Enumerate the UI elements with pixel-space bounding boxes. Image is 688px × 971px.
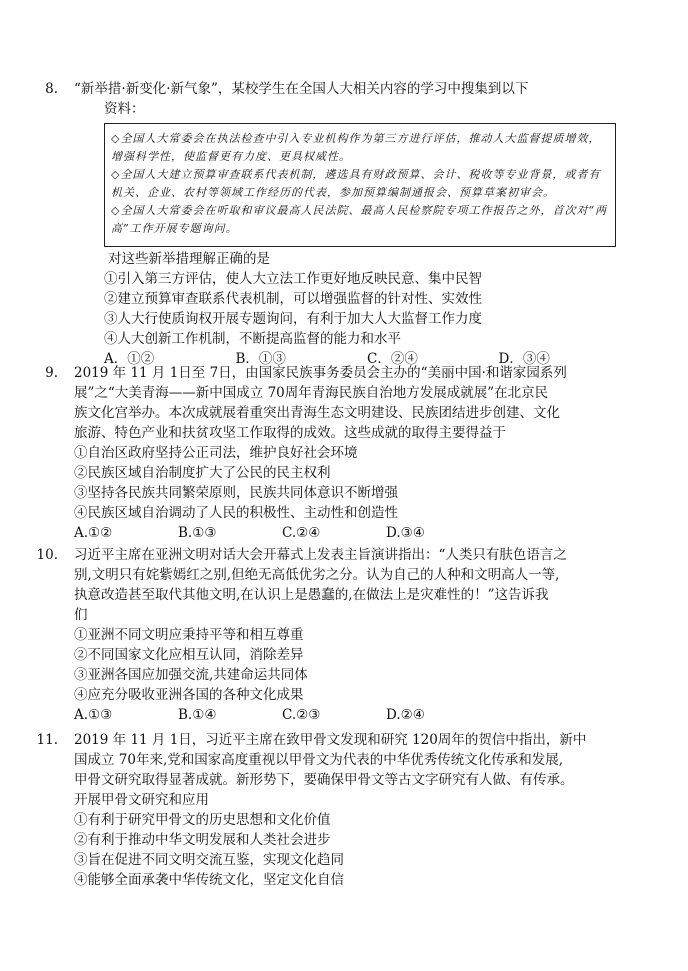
answer-choices <box>74 523 630 543</box>
question-number: 8. <box>45 81 58 97</box>
choice-a[interactable]: A.①② <box>74 525 113 541</box>
option-item: ①有利于研究甲骨文的历史思想和文化价值 <box>74 812 331 828</box>
material-line: 增强科学性，使监督更有力度、更具权威性。 <box>111 150 351 163</box>
answer-choices <box>74 705 630 725</box>
question-stem-line: 们 <box>74 607 88 623</box>
question-10 <box>36 545 630 725</box>
option-item: ④人大创新工作机制，不断提高监督的能力和水平 <box>104 331 401 347</box>
option-item: ③坚持各民族共同繁荣原则，民族共同体意识不断增强 <box>74 485 398 501</box>
question-stem-line: 资料： <box>104 101 145 117</box>
option-item: ②不同国家文化应相互认同，消除差异 <box>74 647 304 663</box>
question-9 <box>45 363 630 543</box>
question-11 <box>36 730 630 890</box>
question-stem-line: “新举措·新变化·新气象”，某校学生在全国人大相关内容的学习中搜集到以下 <box>74 81 529 97</box>
option-item: ②建立预算审查联系代表机制，可以增强监督的针对性、实效性 <box>104 291 482 307</box>
choice-b[interactable]: B.①④ <box>178 707 217 723</box>
option-item: ④应充分吸收亚洲各国的各种文化成果 <box>74 687 304 703</box>
option-item: ③人大行使质询权开展专题询问，有利于加大人大监督工作力度 <box>104 311 482 327</box>
question-number: 9. <box>45 365 58 381</box>
question-stem-line: 族文化宫举办。本次成就展着重突出青海生态文明建设、民族团结进步创建、文化 <box>74 405 560 421</box>
option-item: ①自治区政府坚持公正司法，维护良好社会环境 <box>74 445 358 461</box>
option-item: ④民族区域自治调动了人民的积极性、主动性和创造性 <box>74 505 398 521</box>
choice-d[interactable]: D.②④ <box>386 707 425 723</box>
option-item: ②有利于推动中华文明发展和人类社会进步 <box>74 832 331 848</box>
question-stem-line: 开展甲骨文研究和应用 <box>74 792 209 808</box>
option-item: ③亚洲各国应加强交流,共建命运共同体 <box>74 667 308 683</box>
choice-d[interactable]: D.③④ <box>386 525 425 541</box>
choice-d[interactable]: D．③④ <box>498 351 550 367</box>
material-line: ◇全国人大建立预算审查联系代表机制，遴选具有财政预算、会计、税收等专业背景，或者有 <box>111 168 601 181</box>
question-number: 11. <box>36 732 58 748</box>
question-stem-line: 国成立 70年来,党和国家高度重视以甲骨文为代表的中华优秀传统文化传承和发展, <box>74 752 564 768</box>
question-prompt: 对这些新举措理解正确的是 <box>108 251 270 267</box>
choice-c[interactable]: C.②③ <box>282 707 321 723</box>
choice-c[interactable]: C.②④ <box>282 525 321 541</box>
question-8 <box>45 79 630 369</box>
question-stem-line: 习近平主席在亚洲文明对话大会开幕式上发表主旨演讲指出：“人类只有肤色语言之 <box>74 547 567 563</box>
choice-b[interactable]: B．①③ <box>235 351 286 367</box>
choice-a[interactable]: A.①③ <box>74 707 113 723</box>
material-line: ◇全国人大常委会在执法检查中引入专业机构作为第三方进行评估，推动人大监督提质增效， <box>111 132 601 145</box>
question-stem-line: 别,文明只有姹紫嫣红之别,但绝无高低优劣之分。认为自己的人种和文明高人一等, <box>74 567 560 583</box>
question-stem-line: 2019 年 11 月 1日，习近平主席在致甲骨文发现和研究 120周年的贺信中指出，新中 <box>74 732 587 748</box>
option-item: ④能够全面承袭中华传统文化，坚定文化自信 <box>74 872 344 888</box>
question-stem-line: 2019 年 11 月 1日至 7日，由国家民族事务委员会主办的“美丽中国·和谐家园系列 <box>74 365 567 381</box>
option-item: ①亚洲不同文明应秉持平等和相互尊重 <box>74 627 304 643</box>
question-number: 10. <box>36 547 58 563</box>
option-item: ①引入第三方评估，使人大立法工作更好地反映民意、集中民智 <box>104 271 482 287</box>
question-stem-line: 甲骨文研究取得显著成就。新形势下，要确保甲骨文等古文字研究有人做、有传承。 <box>74 772 574 788</box>
question-stem-line: 展”之“大美青海——新中国成立 70周年青海民族自治地方发展成就展”在北京民 <box>74 385 549 401</box>
choice-c[interactable]: C．②④ <box>367 351 418 367</box>
material-line: 机关、企业、农村等领域工作经历的代表，参加预算编制通报会、预算草案初审会。 <box>111 186 555 199</box>
choice-a[interactable]: A．①② <box>104 351 155 367</box>
question-stem-line: 旅游、特色产业和扶贫攻坚工作取得的成效。这些成就的取得主要得益于 <box>74 425 506 441</box>
material-line: 高”工作开展专题询问。 <box>111 222 238 235</box>
choice-b[interactable]: B.①③ <box>178 525 217 541</box>
material-box <box>104 123 616 247</box>
option-item: ②民族区域自治制度扩大了公民的民主权利 <box>74 465 331 481</box>
material-line: ◇全国人大常委会在听取和审议最高人民法院、最高人民检察院专项工作报告之外，首次对“两 <box>111 204 607 217</box>
question-stem-line: 执意改造甚至取代其他文明,在认识上是愚蠢的,在做法上是灾难性的！”这告诉我 <box>74 587 549 603</box>
option-item: ③旨在促进不同文明交流互鉴，实现文化趋同 <box>74 852 344 868</box>
